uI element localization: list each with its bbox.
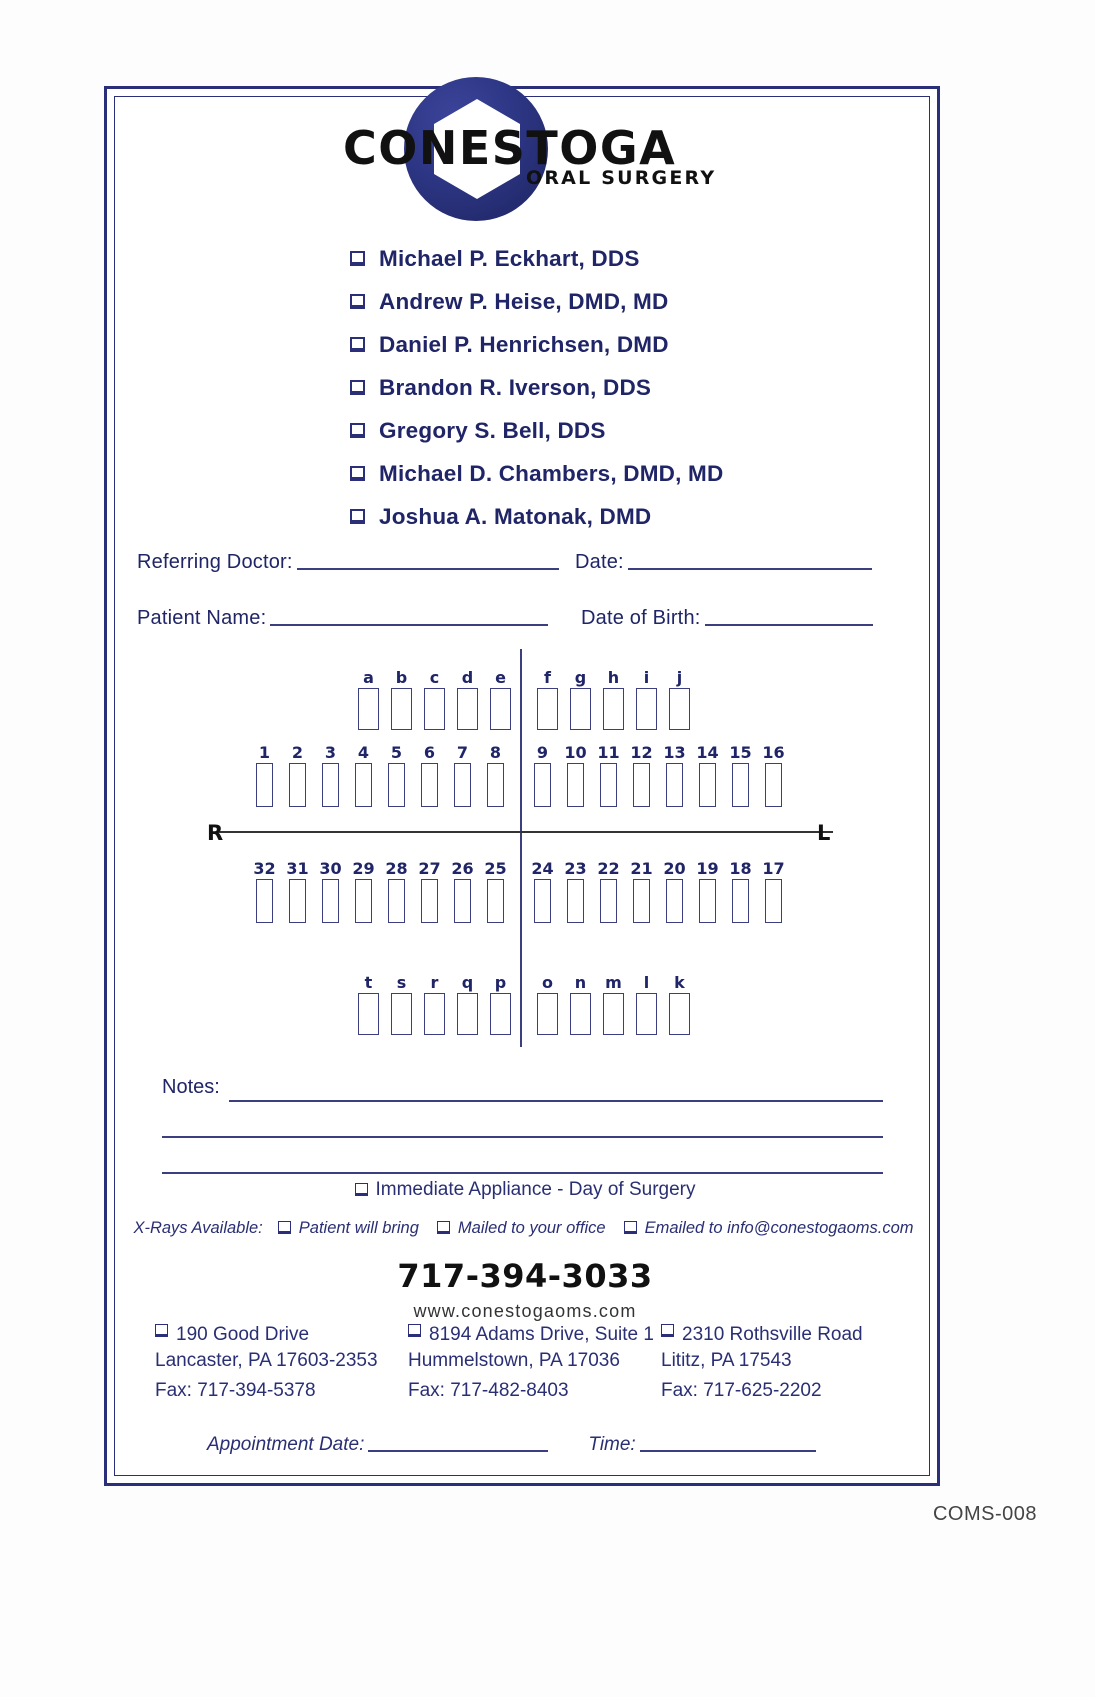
tooth-box[interactable] bbox=[322, 879, 339, 923]
tooth-box[interactable] bbox=[603, 993, 624, 1035]
checkbox-icon[interactable] bbox=[350, 509, 365, 524]
office-street: 190 Good Drive bbox=[176, 1324, 310, 1345]
appointment-row bbox=[207, 1434, 816, 1456]
tooth-box[interactable] bbox=[669, 993, 690, 1035]
patient-name-field[interactable] bbox=[137, 607, 548, 630]
tooth-box[interactable] bbox=[567, 879, 584, 923]
tooth-box[interactable] bbox=[534, 763, 551, 807]
tooth-box[interactable] bbox=[732, 763, 749, 807]
tooth-label: 16 bbox=[762, 743, 785, 762]
tooth-m[interactable] bbox=[597, 974, 630, 1035]
patient-name-label: Patient Name: bbox=[137, 607, 267, 629]
checkbox-icon[interactable] bbox=[155, 1324, 168, 1337]
tooth-g[interactable] bbox=[564, 669, 597, 730]
tooth-label: 7 bbox=[456, 743, 469, 762]
tooth-box[interactable] bbox=[391, 993, 412, 1035]
tooth-box[interactable] bbox=[765, 763, 782, 807]
tooth-9[interactable] bbox=[526, 744, 559, 807]
office-location bbox=[408, 1324, 661, 1406]
tooth-i[interactable] bbox=[630, 669, 663, 730]
tooth-2[interactable] bbox=[281, 744, 314, 807]
tooth-label: m bbox=[605, 973, 622, 992]
office-fax: Fax: 717-394-5378 bbox=[155, 1380, 316, 1401]
logo-tagline: ORAL SURGERY bbox=[526, 167, 717, 189]
tooth-r[interactable] bbox=[418, 974, 451, 1035]
tooth-f[interactable] bbox=[531, 669, 564, 730]
doctor-name: Michael P. Eckhart, DDS bbox=[379, 245, 640, 271]
tooth-box[interactable] bbox=[603, 688, 624, 730]
office-city: Lancaster, PA 17603-2353 bbox=[155, 1350, 378, 1371]
date-of-birth-input[interactable] bbox=[705, 624, 873, 626]
tooth-label: 23 bbox=[564, 859, 587, 878]
doctor-name: Michael D. Chambers, DMD, MD bbox=[379, 460, 724, 486]
office-select-row[interactable] bbox=[155, 1324, 408, 1346]
notes-input-line-3[interactable] bbox=[162, 1172, 883, 1174]
list-item[interactable] bbox=[350, 452, 910, 495]
tooth-30[interactable] bbox=[314, 860, 347, 923]
xray-patient-label: Patient will bring bbox=[298, 1219, 419, 1237]
checkbox-icon[interactable] bbox=[624, 1221, 637, 1234]
tooth-box[interactable] bbox=[490, 688, 511, 730]
notes-input-line-1[interactable] bbox=[229, 1100, 883, 1102]
lower-permanent-row bbox=[248, 860, 790, 923]
tooth-box[interactable] bbox=[454, 879, 471, 923]
tooth-box[interactable] bbox=[567, 763, 584, 807]
checkbox-icon[interactable] bbox=[350, 251, 365, 266]
patient-name-input[interactable] bbox=[270, 624, 548, 626]
tooth-23[interactable] bbox=[559, 860, 592, 923]
tooth-label: i bbox=[643, 668, 650, 687]
doctor-list bbox=[350, 237, 910, 538]
tooth-box[interactable] bbox=[537, 993, 558, 1035]
tooth-box[interactable] bbox=[570, 993, 591, 1035]
tooth-box[interactable] bbox=[388, 879, 405, 923]
website-url[interactable]: www.conestogaoms.com bbox=[413, 1301, 637, 1321]
tooth-box[interactable] bbox=[256, 763, 273, 807]
tooth-box[interactable] bbox=[537, 688, 558, 730]
tooth-box[interactable] bbox=[600, 879, 617, 923]
tooth-6[interactable] bbox=[413, 744, 446, 807]
tooth-e[interactable] bbox=[484, 669, 517, 730]
tooth-22[interactable] bbox=[592, 860, 625, 923]
tooth-label: 12 bbox=[630, 743, 653, 762]
tooth-label: 19 bbox=[696, 859, 719, 878]
notes-label: Notes: bbox=[162, 1076, 220, 1098]
date-of-birth-label: Date of Birth: bbox=[581, 607, 701, 629]
doctor-name: Andrew P. Heise, DMD, MD bbox=[379, 288, 669, 314]
tooth-label: 17 bbox=[762, 859, 785, 878]
tooth-label: e bbox=[495, 668, 506, 687]
tooth-box[interactable] bbox=[666, 879, 683, 923]
tooth-box[interactable] bbox=[699, 763, 716, 807]
tooth-13[interactable] bbox=[658, 744, 691, 807]
checkbox-icon[interactable] bbox=[355, 1183, 368, 1196]
list-item[interactable] bbox=[350, 409, 910, 452]
tooth-box[interactable] bbox=[699, 879, 716, 923]
tooth-box[interactable] bbox=[487, 763, 504, 807]
appointment-date-label: Appointment Date: bbox=[207, 1434, 365, 1455]
doctor-name: Daniel P. Henrichsen, DMD bbox=[379, 331, 669, 357]
tooth-label: 32 bbox=[253, 859, 276, 878]
checkbox-icon[interactable] bbox=[278, 1221, 291, 1234]
tooth-4[interactable] bbox=[347, 744, 380, 807]
tooth-o[interactable] bbox=[531, 974, 564, 1035]
xray-emailed-label: Emailed to info@conestogaoms.com bbox=[644, 1219, 914, 1237]
office-street: 8194 Adams Drive, Suite 1 bbox=[429, 1324, 654, 1345]
tooth-label: 9 bbox=[536, 743, 549, 762]
tooth-h[interactable] bbox=[597, 669, 630, 730]
tooth-box[interactable] bbox=[732, 879, 749, 923]
logo-wordmark: CONESTOGA bbox=[343, 121, 677, 175]
office-select-row[interactable] bbox=[661, 1324, 914, 1346]
tooth-27[interactable] bbox=[413, 860, 446, 923]
xrays-available-row bbox=[107, 1219, 943, 1238]
tooth-box[interactable] bbox=[765, 879, 782, 923]
tooth-box[interactable] bbox=[600, 763, 617, 807]
tooth-14[interactable] bbox=[691, 744, 724, 807]
office-street: 2310 Rothsville Road bbox=[682, 1324, 863, 1345]
tooth-box[interactable] bbox=[633, 879, 650, 923]
checkbox-icon[interactable] bbox=[350, 337, 365, 352]
doctor-name: Brandon R. Iverson, DDS bbox=[379, 374, 652, 400]
tooth-box[interactable] bbox=[534, 879, 551, 923]
tooth-a[interactable] bbox=[352, 669, 385, 730]
tooth-label: 8 bbox=[489, 743, 502, 762]
tooth-box[interactable] bbox=[289, 879, 306, 923]
tooth-label: h bbox=[607, 668, 620, 687]
xray-patient-option[interactable] bbox=[266, 1219, 419, 1237]
office-select-row[interactable] bbox=[408, 1324, 661, 1346]
tooth-label: 2 bbox=[291, 743, 304, 762]
lower-primary-row bbox=[352, 974, 696, 1035]
tooth-box[interactable] bbox=[487, 879, 504, 923]
tooth-label: c bbox=[429, 668, 440, 687]
checkbox-icon[interactable] bbox=[350, 466, 365, 481]
tooth-box[interactable] bbox=[633, 763, 650, 807]
checkbox-icon[interactable] bbox=[408, 1324, 421, 1337]
tooth-label: r bbox=[430, 973, 439, 992]
tooth-20[interactable] bbox=[658, 860, 691, 923]
tooth-label: 10 bbox=[564, 743, 587, 762]
checkbox-icon[interactable] bbox=[437, 1221, 450, 1234]
logo bbox=[107, 77, 943, 237]
chart-left-marker: L bbox=[817, 821, 831, 845]
tooth-label: l bbox=[643, 973, 650, 992]
checkbox-icon[interactable] bbox=[661, 1324, 674, 1337]
checkbox-icon[interactable] bbox=[350, 380, 365, 395]
tooth-label: s bbox=[396, 973, 407, 992]
xrays-available-label: X-Rays Available: bbox=[133, 1219, 263, 1237]
tooth-31[interactable] bbox=[281, 860, 314, 923]
tooth-26[interactable] bbox=[446, 860, 479, 923]
phone-number[interactable]: 717-394-3033 bbox=[397, 1257, 653, 1295]
tooth-box[interactable] bbox=[454, 763, 471, 807]
xray-mailed-option[interactable] bbox=[425, 1219, 606, 1237]
tooth-chart bbox=[107, 649, 943, 1069]
tooth-label: 24 bbox=[531, 859, 554, 878]
form-content bbox=[107, 89, 943, 1489]
tooth-box[interactable] bbox=[570, 688, 591, 730]
doctor-name: Joshua A. Matonak, DMD bbox=[379, 503, 652, 529]
tooth-24[interactable] bbox=[526, 860, 559, 923]
office-location bbox=[661, 1324, 914, 1406]
tooth-7[interactable] bbox=[446, 744, 479, 807]
tooth-b[interactable] bbox=[385, 669, 418, 730]
upper-primary-right-row bbox=[352, 669, 696, 730]
tooth-label: o bbox=[542, 973, 553, 992]
xray-emailed-option[interactable] bbox=[612, 1219, 914, 1237]
immediate-appliance-option[interactable] bbox=[107, 1179, 943, 1201]
date-field[interactable] bbox=[575, 551, 872, 574]
tooth-box[interactable] bbox=[358, 993, 379, 1035]
tooth-10[interactable] bbox=[559, 744, 592, 807]
tooth-label: 21 bbox=[630, 859, 653, 878]
tooth-t[interactable] bbox=[352, 974, 385, 1035]
tooth-box[interactable] bbox=[355, 879, 372, 923]
tooth-32[interactable] bbox=[248, 860, 281, 923]
tooth-label: q bbox=[461, 973, 474, 992]
tooth-label: 27 bbox=[418, 859, 441, 878]
checkbox-icon[interactable] bbox=[350, 294, 365, 309]
tooth-label: d bbox=[461, 668, 474, 687]
tooth-label: 15 bbox=[729, 743, 752, 762]
tooth-box[interactable] bbox=[289, 763, 306, 807]
tooth-box[interactable] bbox=[256, 879, 273, 923]
tooth-box[interactable] bbox=[457, 993, 478, 1035]
office-fax: Fax: 717-625-2202 bbox=[661, 1380, 822, 1401]
tooth-label: n bbox=[574, 973, 587, 992]
tooth-label: 11 bbox=[597, 743, 620, 762]
office-city: Lititz, PA 17543 bbox=[661, 1350, 792, 1371]
tooth-11[interactable] bbox=[592, 744, 625, 807]
tooth-box[interactable] bbox=[636, 993, 657, 1035]
tooth-label: 5 bbox=[390, 743, 403, 762]
tooth-label: a bbox=[363, 668, 374, 687]
tooth-box[interactable] bbox=[666, 763, 683, 807]
tooth-label: 20 bbox=[663, 859, 686, 878]
tooth-d[interactable] bbox=[451, 669, 484, 730]
chart-right-marker: R bbox=[207, 821, 224, 845]
tooth-label: j bbox=[676, 668, 683, 687]
tooth-3[interactable] bbox=[314, 744, 347, 807]
tooth-n[interactable] bbox=[564, 974, 597, 1035]
office-locations bbox=[155, 1324, 915, 1406]
tooth-12[interactable] bbox=[625, 744, 658, 807]
tooth-box[interactable] bbox=[421, 879, 438, 923]
tooth-label: 6 bbox=[423, 743, 436, 762]
tooth-label: 29 bbox=[352, 859, 375, 878]
tooth-box[interactable] bbox=[421, 763, 438, 807]
doctor-name: Gregory S. Bell, DDS bbox=[379, 417, 606, 443]
tooth-label: 13 bbox=[663, 743, 686, 762]
tooth-label: 31 bbox=[286, 859, 309, 878]
tooth-q[interactable] bbox=[451, 974, 484, 1035]
tooth-s[interactable] bbox=[385, 974, 418, 1035]
tooth-box[interactable] bbox=[391, 688, 412, 730]
tooth-label: 18 bbox=[729, 859, 752, 878]
office-city: Hummelstown, PA 17036 bbox=[408, 1350, 620, 1371]
tooth-5[interactable] bbox=[380, 744, 413, 807]
list-item[interactable] bbox=[350, 237, 910, 280]
tooth-18[interactable] bbox=[724, 860, 757, 923]
date-input[interactable] bbox=[628, 568, 872, 570]
tooth-1[interactable] bbox=[248, 744, 281, 807]
tooth-j[interactable] bbox=[663, 669, 696, 730]
tooth-15[interactable] bbox=[724, 744, 757, 807]
immediate-appliance-label: Immediate Appliance - Day of Surgery bbox=[375, 1179, 696, 1200]
tooth-box[interactable] bbox=[388, 763, 405, 807]
tooth-box[interactable] bbox=[490, 993, 511, 1035]
tooth-label: k bbox=[674, 973, 685, 992]
form-code: COMS-008 bbox=[932, 1503, 1037, 1525]
office-fax: Fax: 717-482-8403 bbox=[408, 1380, 569, 1401]
tooth-box[interactable] bbox=[669, 688, 690, 730]
tooth-label: g bbox=[574, 668, 587, 687]
tooth-box[interactable] bbox=[358, 688, 379, 730]
tooth-label: 22 bbox=[597, 859, 620, 878]
tooth-l[interactable] bbox=[630, 974, 663, 1035]
tooth-label: 26 bbox=[451, 859, 474, 878]
tooth-16[interactable] bbox=[757, 744, 790, 807]
tooth-box[interactable] bbox=[322, 763, 339, 807]
date-of-birth-field[interactable] bbox=[581, 607, 873, 630]
tooth-label: 14 bbox=[696, 743, 719, 762]
form-border-frame bbox=[104, 86, 940, 1486]
tooth-21[interactable] bbox=[625, 860, 658, 923]
tooth-p[interactable] bbox=[484, 974, 517, 1035]
tooth-k[interactable] bbox=[663, 974, 696, 1035]
appointment-date-input[interactable] bbox=[368, 1450, 548, 1452]
tooth-17[interactable] bbox=[757, 860, 790, 923]
tooth-c[interactable] bbox=[418, 669, 451, 730]
tooth-box[interactable] bbox=[457, 688, 478, 730]
tooth-label: f bbox=[544, 668, 551, 687]
office-location bbox=[155, 1324, 408, 1406]
time-label: Time: bbox=[588, 1434, 636, 1455]
tooth-box[interactable] bbox=[424, 688, 445, 730]
date-label: Date: bbox=[575, 551, 624, 573]
list-item[interactable] bbox=[350, 495, 910, 538]
list-item[interactable] bbox=[350, 323, 910, 366]
upper-permanent-row bbox=[248, 744, 790, 807]
tooth-label: 28 bbox=[385, 859, 408, 878]
tooth-box[interactable] bbox=[424, 993, 445, 1035]
referring-doctor-input[interactable] bbox=[297, 568, 559, 570]
referring-doctor-field[interactable] bbox=[137, 551, 559, 574]
tooth-label: 30 bbox=[319, 859, 342, 878]
tooth-box[interactable] bbox=[355, 763, 372, 807]
tooth-label: p bbox=[494, 973, 507, 992]
referring-doctor-label: Referring Doctor: bbox=[137, 551, 293, 573]
tooth-label: 3 bbox=[324, 743, 337, 762]
list-item[interactable] bbox=[350, 280, 910, 323]
tooth-25[interactable] bbox=[479, 860, 512, 923]
tooth-29[interactable] bbox=[347, 860, 380, 923]
tooth-label: 1 bbox=[258, 743, 271, 762]
notes-input-line-2[interactable] bbox=[162, 1136, 883, 1138]
tooth-box[interactable] bbox=[636, 688, 657, 730]
checkbox-icon[interactable] bbox=[350, 423, 365, 438]
tooth-8[interactable] bbox=[479, 744, 512, 807]
tooth-label: 4 bbox=[357, 743, 370, 762]
chart-horizontal-line bbox=[217, 831, 833, 833]
tooth-label: t bbox=[364, 973, 373, 992]
tooth-28[interactable] bbox=[380, 860, 413, 923]
tooth-label: 25 bbox=[484, 859, 507, 878]
xray-mailed-label: Mailed to your office bbox=[457, 1219, 606, 1237]
list-item[interactable] bbox=[350, 366, 910, 409]
time-input[interactable] bbox=[640, 1450, 816, 1452]
tooth-label: b bbox=[395, 668, 408, 687]
tooth-19[interactable] bbox=[691, 860, 724, 923]
